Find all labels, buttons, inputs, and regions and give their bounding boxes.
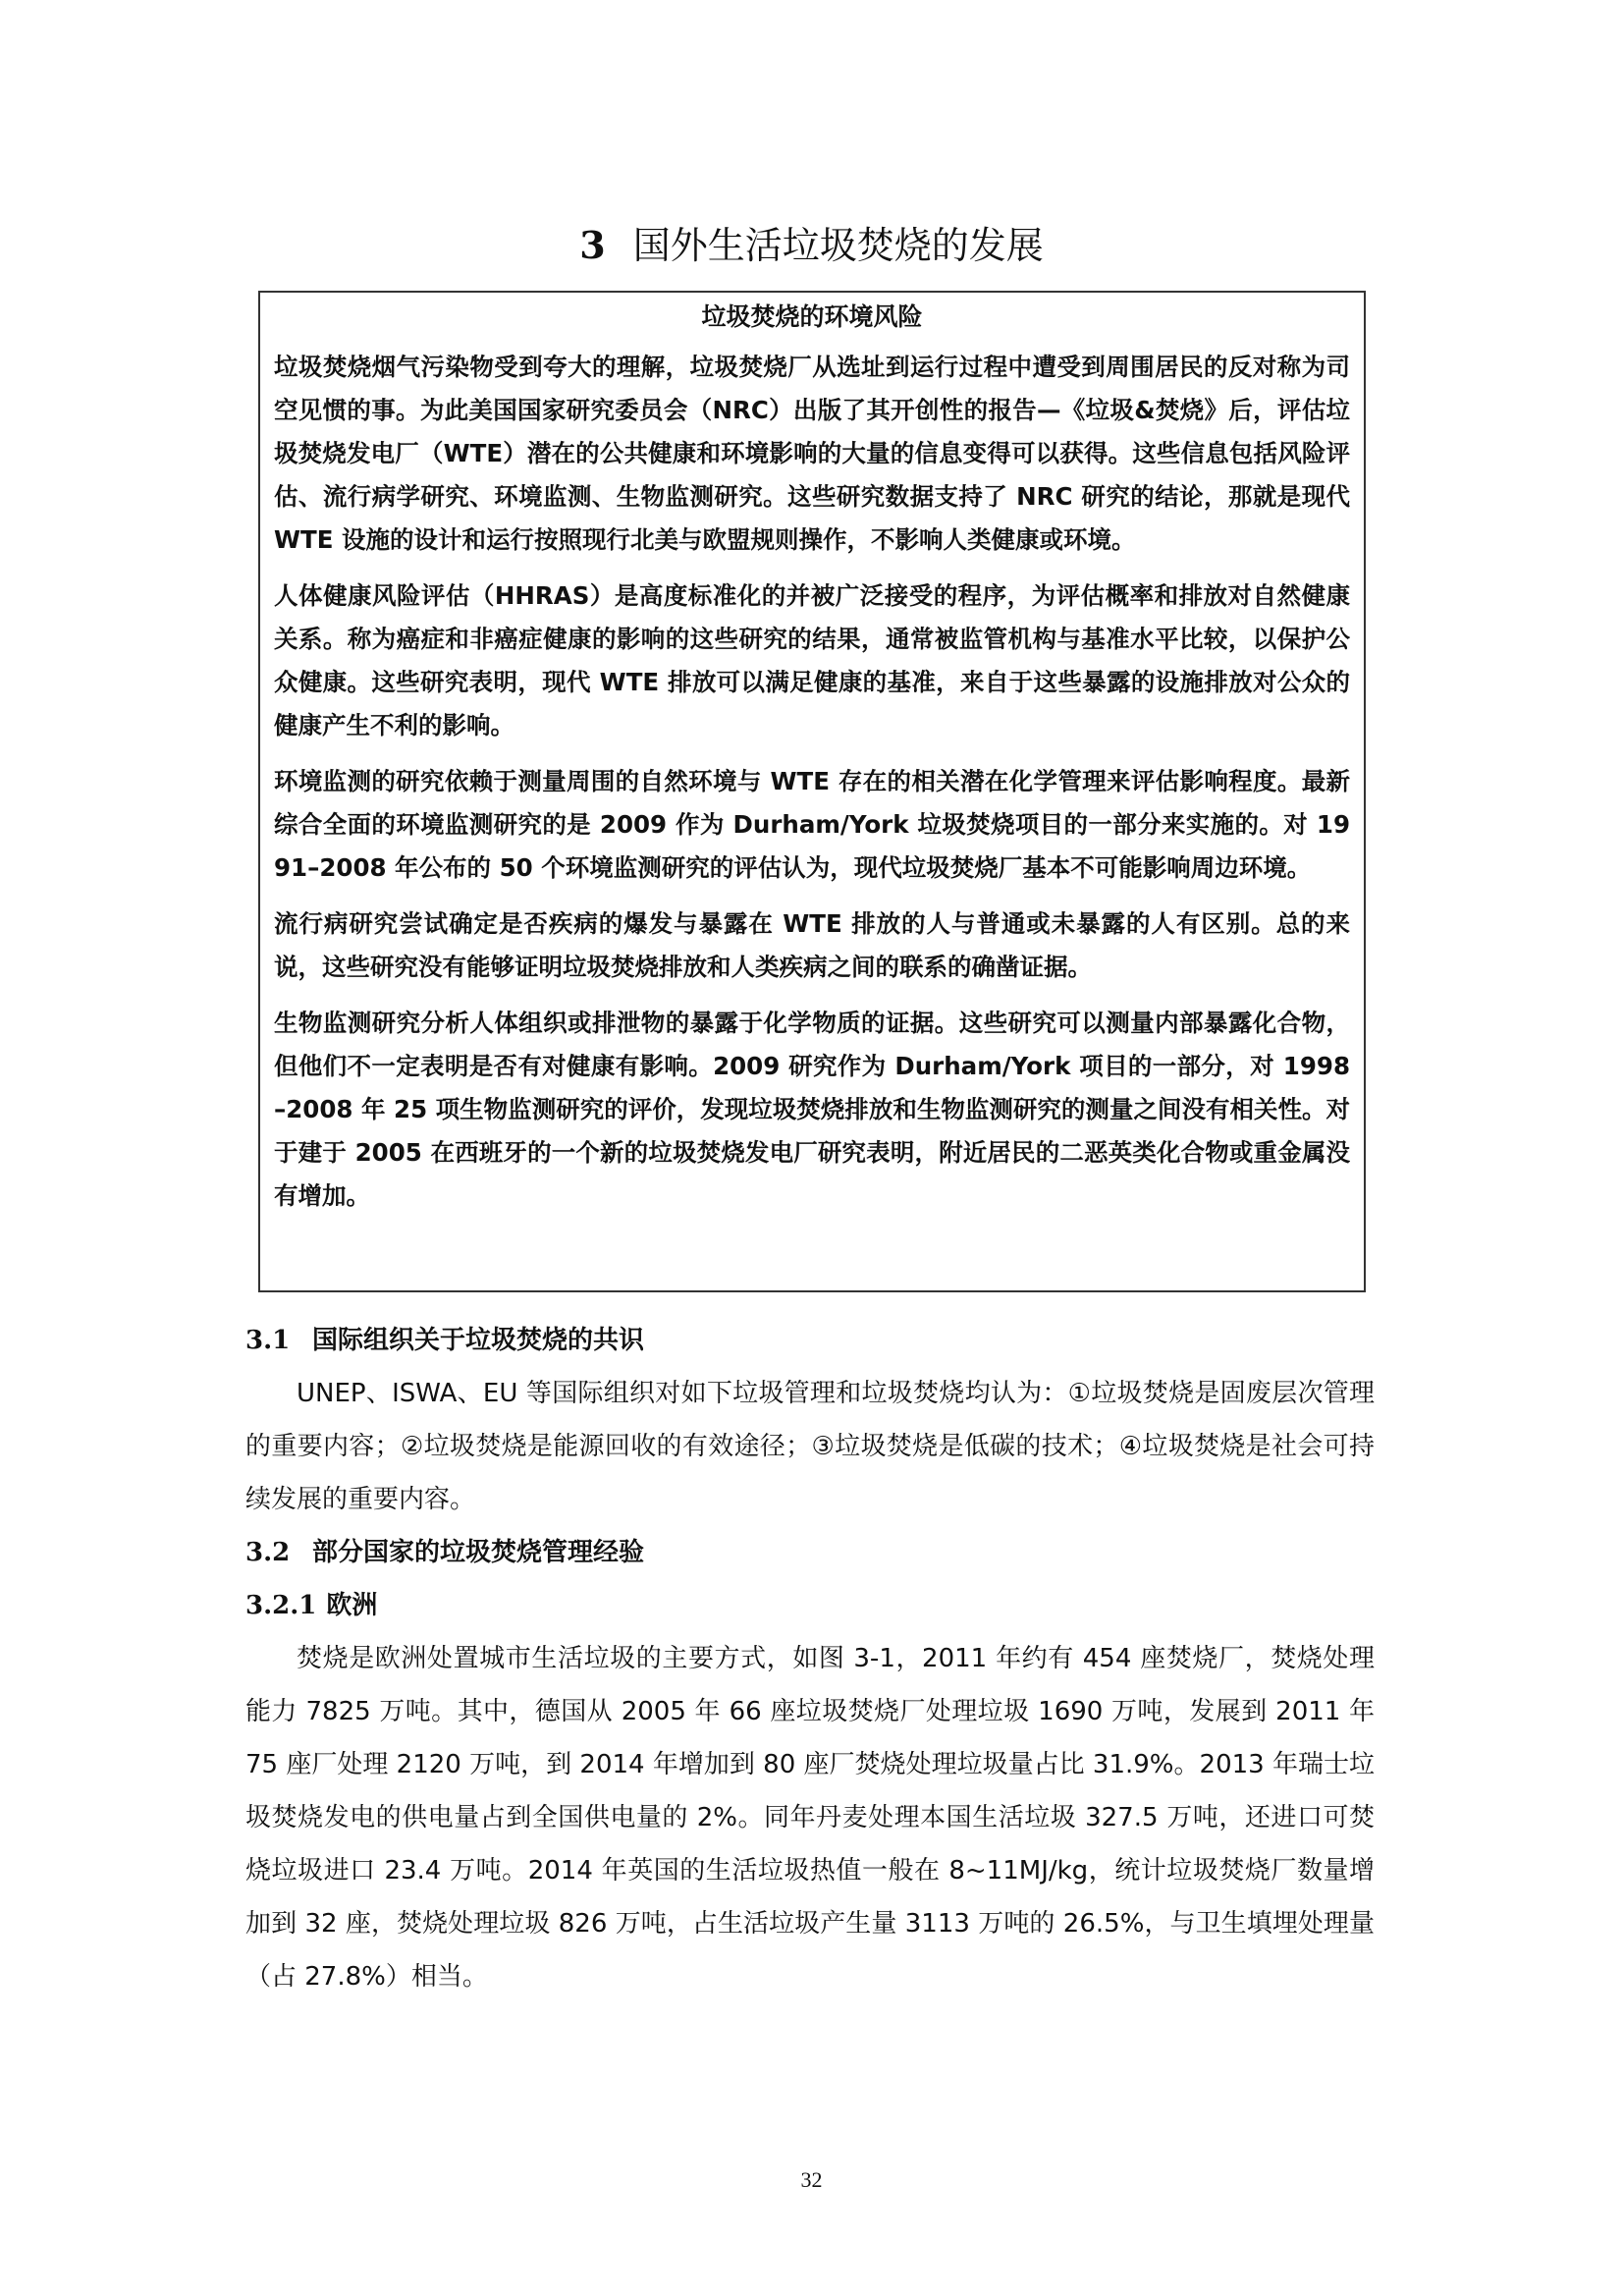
box-title: 垃圾焚烧的环境风险 [701, 302, 923, 331]
box-paragraph-biomonitoring: 生物监测研究分析人体组织或排泄物的暴露于化学物质的证据。这些研究可以测量内部暴露化合物，但他们不一定表明是否有对健康有影响。2009 研究作为 Durham/York 项目的一部分，对 1998–2008 年 25 项生物监测研究的评价，发现垃圾焚烧排放和生物监测研究的测量之间没有相关性。对于建于 2005 在西班牙的一个新的垃圾焚烧发电厂研究表明，附近居民的二恶英类化合物或重金属没有增加。 [274, 1009, 1350, 1210]
body-text [245, 1314, 1375, 2003]
box-paragraph-intro: 垃圾焚烧烟气污染物受到夸大的理解，垃圾焚烧厂从选址到运行过程中遭受到周围居民的反对称为司空见惯的事。为此美国国家研究委员会（NRC）出版了其开创性的报告—《垃圾&焚烧》后，评估垃圾焚烧发电厂（WTE）潜在的公共健康和环境影响的大量的信息变得可以获得。这些信息包括风险评估、流行病学研究、环境监测、生物监测研究。这些研究数据支持了 NRC 研究的结论，那就是现代 WTE 设施的设计和运行按照现行北美与欧盟规则操作，不影响人类健康或环境。 [274, 353, 1350, 554]
environmental-risk-box [258, 291, 1366, 1292]
section-heading-3-2-1 [245, 1579, 1375, 1632]
box-paragraph-environmental-monitoring: 环境监测的研究依赖于测量周围的自然环境与 WTE 存在的相关潜在化学管理来评估影响程度。最新综合全面的环境监测研究的是 2009 作为 Durham/York 垃圾焚烧项目的一部分来实施的。对 1991–2008 年公布的 50 个环境监测研究的评估认为，现代垃圾焚烧厂基本不可能影响周边环境。 [274, 767, 1350, 882]
chapter-number: 3 [579, 223, 606, 267]
section-number: 3.2.1 [245, 1591, 317, 1620]
chapter-title [0, 216, 1623, 275]
section-heading-3-1 [245, 1314, 1375, 1367]
section-title: 国际组织关于垃圾焚烧的共识 [312, 1326, 645, 1355]
section-3-1-paragraph: UNEP、ISWA、EU 等国际组织对如下垃圾管理和垃圾焚烧均认为：①垃圾焚烧是固废层次管理的重要内容；②垃圾焚烧是能源回收的有效途径；③垃圾焚烧是低碳的技术；④垃圾焚烧是社会可持续发展的重要内容。 [245, 1379, 1375, 1514]
section-number: 3.2 [245, 1538, 291, 1567]
section-number: 3.1 [245, 1326, 291, 1355]
section-title: 部分国家的垃圾焚烧管理经验 [312, 1538, 645, 1567]
section-3-2-1-paragraph: 焚烧是欧洲处置城市生活垃圾的主要方式，如图 3-1，2011 年约有 454 座焚烧厂，焚烧处理能力 7825 万吨。其中，德国从 2005 年 66 座垃圾焚烧厂处理垃圾 1690 万吨，发展到 2011 年 75 座厂处理 2120 万吨，到 2014 年增加到 80 座厂焚烧处理垃圾量占比 31.9%。2013 年瑞士垃圾焚烧发电的供电量占到全国供电量的 2%。同年丹麦处理本国生活垃圾 327.5 万吨，还进口可焚烧垃圾进口 23.4 万吨。2014 年英国的生活垃圾热值一般在 8~11MJ/kg，统计垃圾焚烧厂数量增加到 32 座，焚烧处理垃圾 826 万吨，占生活垃圾产生量 3113 万吨的 26.5%，与卫生填埋处理量（占 27.8%）相当。 [245, 1644, 1375, 1992]
section-title: 欧洲 [326, 1591, 378, 1620]
box-paragraph-epidemiology: 流行病研究尝试确定是否疾病的爆发与暴露在 WTE 排放的人与普通或未暴露的人有区别。总的来说，这些研究没有能够证明垃圾焚烧排放和人类疾病之间的联系的确凿证据。 [274, 909, 1350, 981]
box-paragraph-hhras: 人体健康风险评估（HHRAS）是高度标准化的并被广泛接受的程序，为评估概率和排放对自然健康关系。称为癌症和非癌症健康的影响的这些研究的结果，通常被监管机构与基准水平比较，以保护公众健康。这些研究表明，现代 WTE 排放可以满足健康的基准，来自于这些暴露的设施排放对公众的健康产生不利的影响。 [274, 581, 1350, 739]
section-heading-3-2 [245, 1526, 1375, 1579]
page-number: 32 [800, 2167, 823, 2192]
chapter-title-text: 国外生活垃圾焚烧的发展 [632, 224, 1044, 267]
